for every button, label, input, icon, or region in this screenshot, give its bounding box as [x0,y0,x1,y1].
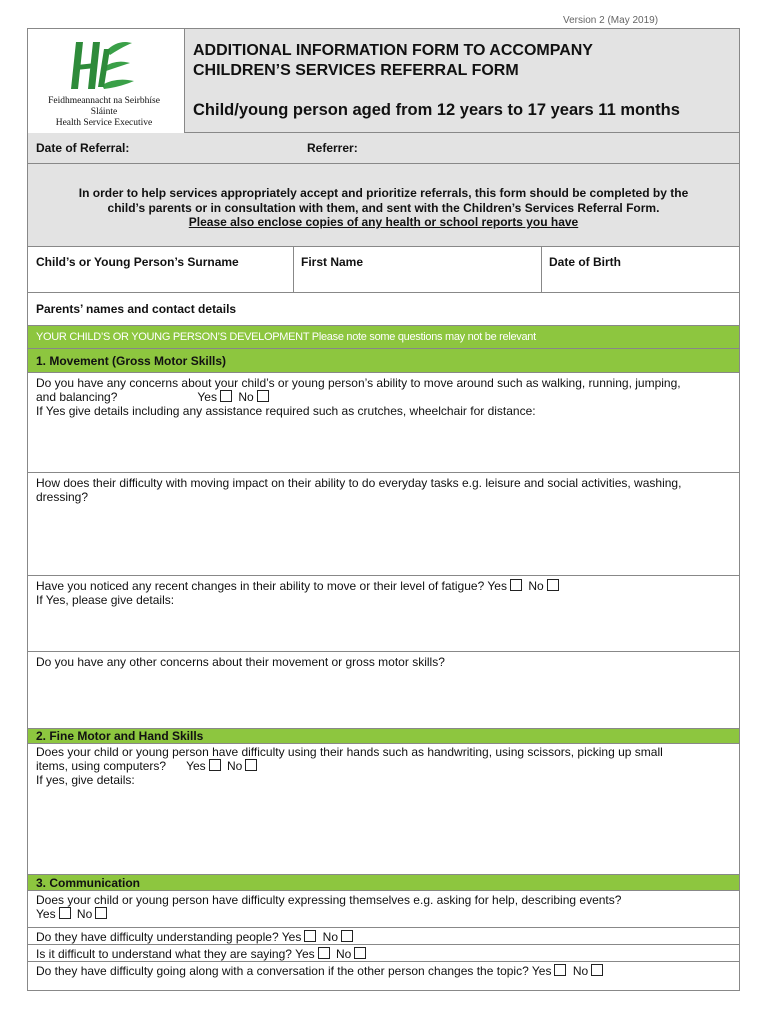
section1-q1-line1: Do you have any concerns about your child’s or young person’s ability to move around such as walking, running, jumping, [36,376,681,390]
development-banner: YOUR CHILD’S OR YOUNG PERSON’S DEVELOPMENT Please note some questions may not be relevant [28,326,739,349]
section2-q1-line2: items, using computers? [36,759,167,773]
section3-q1-text: Does your child or young person have difficulty expressing themselves e.g. asking for help, describing events? [36,893,622,907]
section3-q1[interactable]: Does your child or young person have difficulty expressing themselves e.g. asking for help, describing events? Yes No [28,891,739,928]
section3-q1-no-checkbox[interactable] [95,907,107,919]
form-title-line2: CHILDREN’S SERVICES REFERRAL FORM [193,62,519,79]
child-details-row [28,247,739,293]
surname-field[interactable]: Child’s or Young Person’s Surname [36,255,239,269]
section1-q3-details: If Yes, please give details: [36,593,175,607]
hse-logo-icon [66,37,146,97]
first-name-field[interactable]: First Name [301,255,364,269]
section3-q2-yes-checkbox[interactable] [304,930,316,942]
section1-q3-yes-checkbox[interactable] [510,579,522,591]
section3-q2-no-checkbox[interactable] [341,930,353,942]
section1-q2[interactable] [28,473,739,576]
version-label: Version 2 (May 2019) [563,15,659,26]
section3-q4[interactable]: Do they have difficulty going along with a conversation if the other person changes the topic? Yes No [28,962,739,990]
section1-q1-no-checkbox[interactable] [257,390,269,402]
section3-q3-no-checkbox[interactable] [354,947,366,959]
date-of-referral-label: Date of Referral: [36,141,130,155]
section1-q2-line1: How does their difficulty with moving impact on their ability to do everyday tasks e.g. leisure and social activities, washing, [36,476,682,490]
section3-q3-yes-checkbox[interactable] [318,947,330,959]
section1-q1-line2: and balancing? [36,390,118,404]
referral-form [27,28,740,991]
section3-q4-no-checkbox[interactable] [591,964,603,976]
logo-irish-name: Feidhmeannacht na Seirbhíse Sláinte [48,96,160,117]
section2-q1-line1: Does your child or young person have difficulty using their hands such as handwriting, using scissors, picking up small [36,745,663,759]
form-title-line1: ADDITIONAL INFORMATION FORM TO ACCOMPANY [193,42,593,59]
section3-q2[interactable]: Do they have difficulty understanding people? Yes No [28,928,739,945]
section3-heading: 3. Communication [28,875,739,891]
instructions-block [28,164,739,247]
hse-logo [28,29,185,133]
instructions-line3: Please also enclose copies of any health or school reports you have [188,215,579,229]
form-subtitle: Child/young person aged from 12 years to 17 years 11 months [193,101,680,119]
section3-q3[interactable]: Is it difficult to understand what they are saying? Yes No [28,945,739,962]
section2-q1-no-checkbox[interactable] [245,759,257,771]
section3-q3-text: Is it difficult to understand what they are saying? [36,947,292,961]
instructions-line1: In order to help services appropriately accept and prioritize referrals, this form should be completed by the [78,186,689,200]
form-header [28,29,739,133]
section3-q2-text: Do they have difficulty understanding people? [36,930,279,944]
section2-heading: 2. Fine Motor and Hand Skills [28,729,739,744]
section1-q4[interactable] [28,652,739,729]
date-of-birth-field[interactable]: Date of Birth [549,255,621,269]
section1-heading: 1. Movement (Gross Motor Skills) [28,349,739,373]
parents-contact-field[interactable]: Parents’ names and contact details [36,302,237,316]
section1-q3[interactable]: Have you noticed any recent changes in their ability to move or their level of fatigue? Yes No If Yes, please give details: [28,576,739,652]
section2-q1-yes-checkbox[interactable] [209,759,221,771]
section1-q1[interactable]: Do you have any concerns about your child’s or young person’s ability to move around such as walking, running, jumping, and balancing? Yes No If Yes give details including any assistance required such as crutches, wheelchair for distance: [28,373,739,473]
section1-q1-details: If Yes give details including any assistance required such as crutches, wheelchair for distance: [36,404,536,418]
section1-q2-line2: dressing? [36,490,89,504]
parents-row [28,293,739,326]
referrer-label: Referrer: [307,141,358,155]
instructions-line2: child’s parents or in consultation with them, and sent with the Children’s Services Referral Form. [107,200,660,215]
section1-q1-yes-checkbox[interactable] [220,390,232,402]
section1-q3-no-checkbox[interactable] [547,579,559,591]
section3-q4-yes-checkbox[interactable] [554,964,566,976]
section3-q4-text: Do they have difficulty going along with a conversation if the other person changes the topic? [36,964,529,978]
logo-english-name: Health Service Executive [55,118,153,128]
section1-q4-text: Do you have any other concerns about their movement or gross motor skills? [36,655,445,669]
section1-q3-line1: Have you noticed any recent changes in their ability to move or their level of fatigue? [36,579,485,593]
section2-q1-details: If yes, give details: [36,773,135,787]
section2-q1[interactable]: Does your child or young person have difficulty using their hands such as handwriting, using scissors, picking up small items, using computers? Yes No If yes, give details: [28,744,739,875]
referral-row [28,133,739,164]
section3-q1-yes-checkbox[interactable] [59,907,71,919]
